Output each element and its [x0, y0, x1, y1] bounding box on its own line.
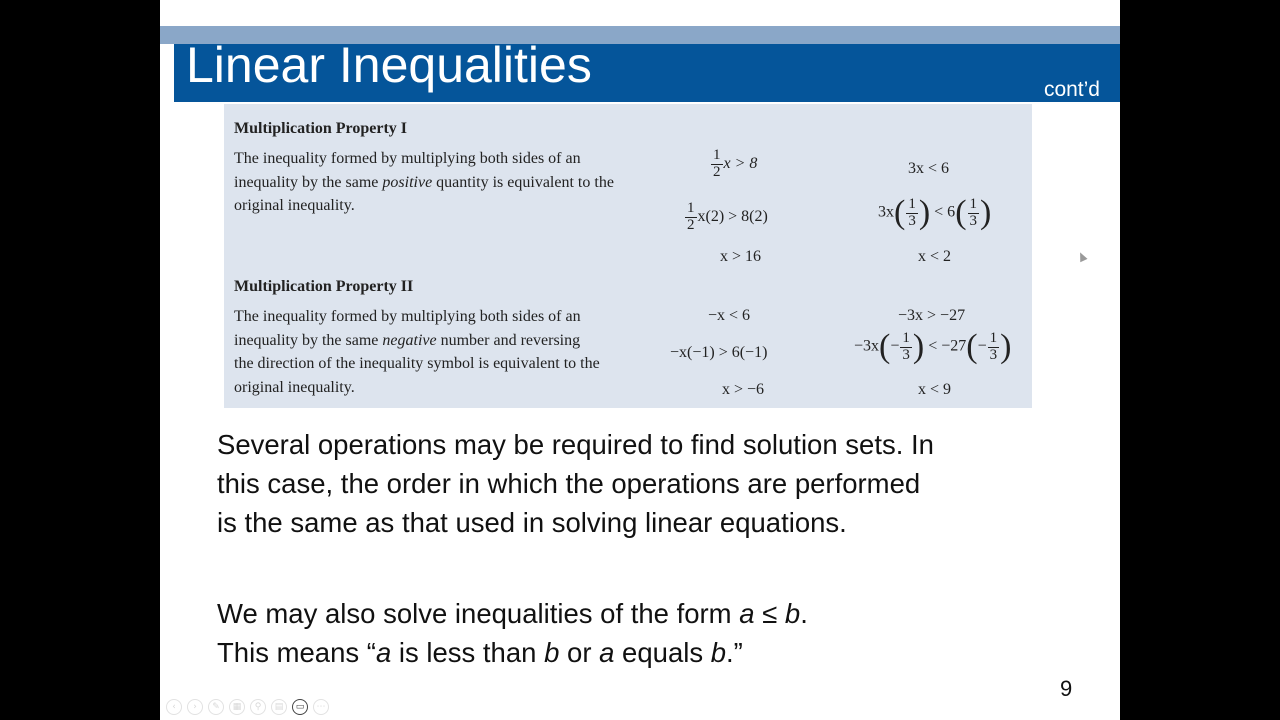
pen-icon[interactable]: ✎ — [208, 699, 224, 715]
example-1b-mid: 3x( $\frac{1}{3}$ ) < 6( $\frac{1}{3}$ ) — [878, 194, 992, 231]
example-1b-top: 3x < 6 — [908, 160, 950, 177]
fraction: $\frac{1}{2}$ — [687, 200, 695, 233]
property-2-title: Multiplication Property II — [234, 278, 414, 295]
example-2a-mid: −x(−1) > 6(−1) — [670, 344, 768, 361]
fraction: $\frac{1}{3}$ — [908, 195, 916, 229]
example-1a-mid: $\frac{1}{2}$ x(2) > 8(2) — [687, 200, 768, 233]
example-1a-result: x > 16 — [720, 248, 762, 265]
property-2-line: original inequality. — [234, 378, 355, 396]
example-2b-mid: −3x(− $\frac{1}{3}$ ) < −27(− $\frac{1}{3}$ ) — [854, 328, 1012, 365]
property-2-text — [234, 305, 644, 399]
page-number: 9 — [1060, 676, 1073, 701]
fraction: $\frac{1}{3}$ — [989, 329, 998, 363]
next-icon[interactable]: › — [187, 699, 203, 715]
subtitle-icon[interactable]: ▤ — [271, 699, 287, 715]
slideshow-controls — [166, 699, 329, 715]
example-1b-result: x < 2 — [918, 248, 952, 265]
properties-box — [224, 104, 1032, 408]
body-paragraph-1: Several operations may be required to find solution sets. In this case, the order in which the operations are performed is the same as that used in solving linear equations. — [217, 429, 934, 538]
example-2a-result: x > −6 — [722, 381, 765, 398]
fraction: $\frac{1}{3}$ — [902, 329, 910, 363]
body-paragraph-2: We may also solve inequalities of the form a ≤ b. This means “a is less than b or a equals b.” — [217, 598, 808, 668]
property-2-line: the direction of the inequality symbol is equivalent to the — [234, 355, 600, 372]
property-2-line: inequality by the same negative number and reversing — [234, 331, 581, 349]
property-2-line: The inequality formed by multiplying both sides of an — [234, 308, 581, 325]
example-2b-result: x < 9 — [918, 381, 952, 398]
property-1-line: The inequality formed by multiplying both sides of an — [234, 150, 581, 167]
camera-icon[interactable]: ▭ — [292, 699, 308, 715]
contd-label: cont’d — [1043, 78, 1100, 101]
example-1a-top: $\frac{1}{2}$ x > 8 — [713, 147, 758, 180]
example-2b-top: −3x > −27 — [898, 307, 966, 324]
slide — [160, 0, 1120, 720]
example-2a-top: −x < 6 — [708, 307, 751, 324]
zoom-icon[interactable]: ⚲ — [250, 699, 266, 715]
grid-icon[interactable]: ▦ — [229, 699, 245, 715]
prev-icon[interactable]: ‹ — [166, 699, 182, 715]
fraction: $\frac{1}{2}$ — [713, 147, 721, 180]
property-1-line: inequality by the same positive quantity is equivalent to the — [234, 173, 614, 191]
slide-title: Linear Inequalities — [186, 37, 592, 93]
fraction: $\frac{1}{3}$ — [969, 195, 978, 229]
property-1-title: Multiplication Property I — [234, 120, 408, 137]
property-1-line: original inequality. — [234, 197, 355, 214]
more-icon[interactable]: ⋯ — [313, 699, 329, 715]
property-1-text — [234, 147, 644, 218]
